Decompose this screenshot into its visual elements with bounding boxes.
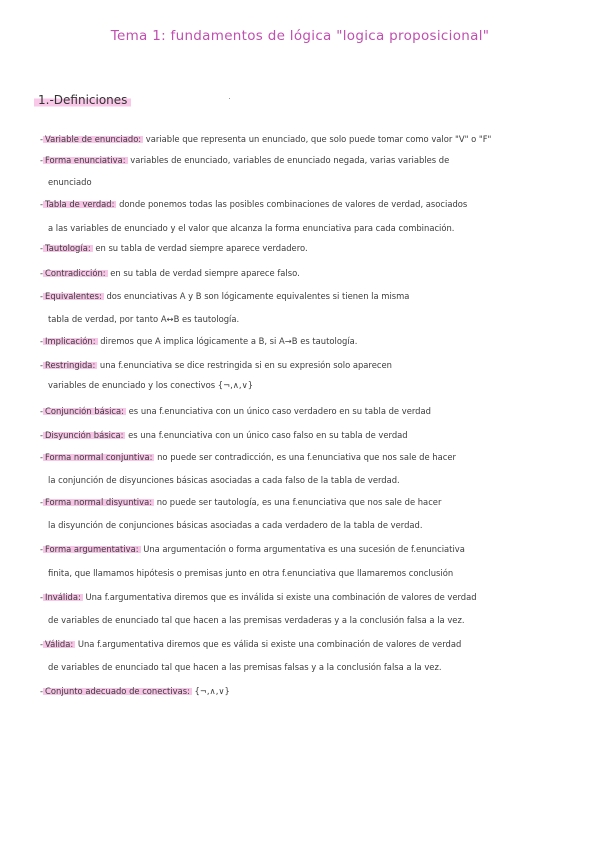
bullet-dash: - [40,199,44,209]
definition-term: Variable de enunciado: [45,134,142,144]
definition-line [48,380,253,391]
bullet-dash: - [40,686,44,696]
definition-text: {¬,∧,∨} [191,686,230,696]
definition-term: Contradicción: [45,268,106,278]
section-heading: 1.-Definiciones [34,92,131,108]
bullet-dash: - [40,155,44,165]
bullet-dash: - [40,268,44,278]
definition-text: no puede ser contradicción, es una f.enunciativa que nos sale de hacer [154,452,456,462]
definition-line [48,662,442,673]
definition-line [48,475,400,486]
definition-text: es una f.enunciativa con un único caso falso en su tabla de verdad [125,430,408,440]
bullet-dash: - [40,639,44,649]
definition-line [40,134,491,145]
definition-term: Forma enunciativa: [45,155,126,165]
definition-text: Una f.argumentativa diremos que es inválida si existe una combinación de valores de verdad [82,592,477,602]
definition-text: variables de enunciado, variables de enunciado negada, varias variables de [127,155,450,165]
bullet-dash: - [40,497,44,507]
bullet-dash: - [40,406,44,416]
definition-text: Una argumentación o forma argumentativa es una sucesión de f.enunciativa [140,544,465,554]
definition-text: enunciado [48,177,92,187]
definition-term: Conjunto adecuado de conectivas: [45,686,190,696]
bullet-dash: - [40,360,44,370]
definition-text: donde ponemos todas las posibles combinaciones de valores de verdad, asociados [116,199,468,209]
definition-text: es una f.enunciativa con un único caso verdadero en su tabla de verdad [125,406,431,416]
definition-line [48,177,92,188]
definition-line [40,639,461,650]
bullet-dash: - [40,336,44,346]
definition-term: Tabla de verdad: [45,199,115,209]
definition-text: una f.enunciativa se dice restringida si en su expresión solo aparecen [97,360,392,370]
definition-line [40,686,230,697]
definition-text: la conjunción de disyunciones básicas asociadas a cada falso de la tabla de verdad. [48,475,400,485]
definition-line [48,314,239,325]
definition-text: dos enunciativas A y B son lógicamente equivalentes si tienen la misma [103,291,410,301]
definition-line [40,199,467,210]
definition-line [40,155,449,166]
definition-line [48,615,465,626]
definition-line [40,406,431,417]
definition-text: finita, que llamamos hipótesis o premisas junto en otra f.enunciativa que llamaremos conclusión [48,568,454,578]
definition-text: en su tabla de verdad siempre aparece verdadero. [92,243,308,253]
definition-text: de variables de enunciado tal que hacen a las premisas verdaderas y a la conclusión falsa a la vez. [48,615,465,625]
definition-term: Implicación: [45,336,96,346]
definition-text: diremos que A implica lógicamente a B, si A→B es tautología. [97,336,358,346]
bullet-dash: - [40,134,44,144]
definition-term: Inválida: [45,592,81,602]
definition-term: Forma normal disyuntiva: [45,497,153,507]
stray-mark [229,98,230,99]
definition-text: en su tabla de verdad siempre aparece falso. [107,268,300,278]
definition-text: Una f.argumentativa diremos que es válida si existe una combinación de valores de verdad [75,639,462,649]
bullet-dash: - [40,544,44,554]
definition-line [48,568,453,579]
definition-term: Forma normal conjuntiva: [45,452,153,462]
definition-term: Forma argumentativa: [45,544,139,554]
definition-line [40,544,465,555]
page-title: Tema 1: fundamentos de lógica "logica proposicional" [110,28,490,44]
definition-line [40,268,300,279]
definition-text: no puede ser tautología, es una f.enunciativa que nos sale de hacer [154,497,442,507]
bullet-dash: - [40,291,44,301]
definition-text: tabla de verdad, por tanto A↔B es tautología. [48,314,240,324]
definition-term: Conjunción básica: [45,406,124,416]
definition-term: Equivalentes: [45,291,102,301]
definition-line [48,223,454,234]
bullet-dash: - [40,430,44,440]
bullet-dash: - [40,452,44,462]
definition-text: variable que representa un enunciado, que solo puede tomar como valor "V" o "F" [143,134,492,144]
definition-line [40,430,408,441]
definition-term: Disyunción básica: [45,430,124,440]
definition-line [40,497,441,508]
bullet-dash: - [40,592,44,602]
definition-term: Válida: [45,639,74,649]
definition-line [40,243,308,254]
definition-text: la disyunción de conjunciones básicas asociadas a cada verdadero de la tabla de verdad. [48,520,423,530]
definition-line [40,360,392,371]
definition-line [40,592,477,603]
definition-line [40,291,409,302]
definition-text: de variables de enunciado tal que hacen a las premisas falsas y a la conclusión falsa a la vez. [48,662,442,672]
definition-text: a las variables de enunciado y el valor que alcanza la forma enunciativa para cada combinación. [48,223,455,233]
bullet-dash: - [40,243,44,253]
definition-term: Tautología: [45,243,91,253]
definition-line [40,452,456,463]
definition-line [40,336,357,347]
definition-line [48,520,423,531]
definition-text: variables de enunciado y los conectivos {¬,∧,∨} [48,380,254,390]
definition-term: Restringida: [45,360,96,370]
